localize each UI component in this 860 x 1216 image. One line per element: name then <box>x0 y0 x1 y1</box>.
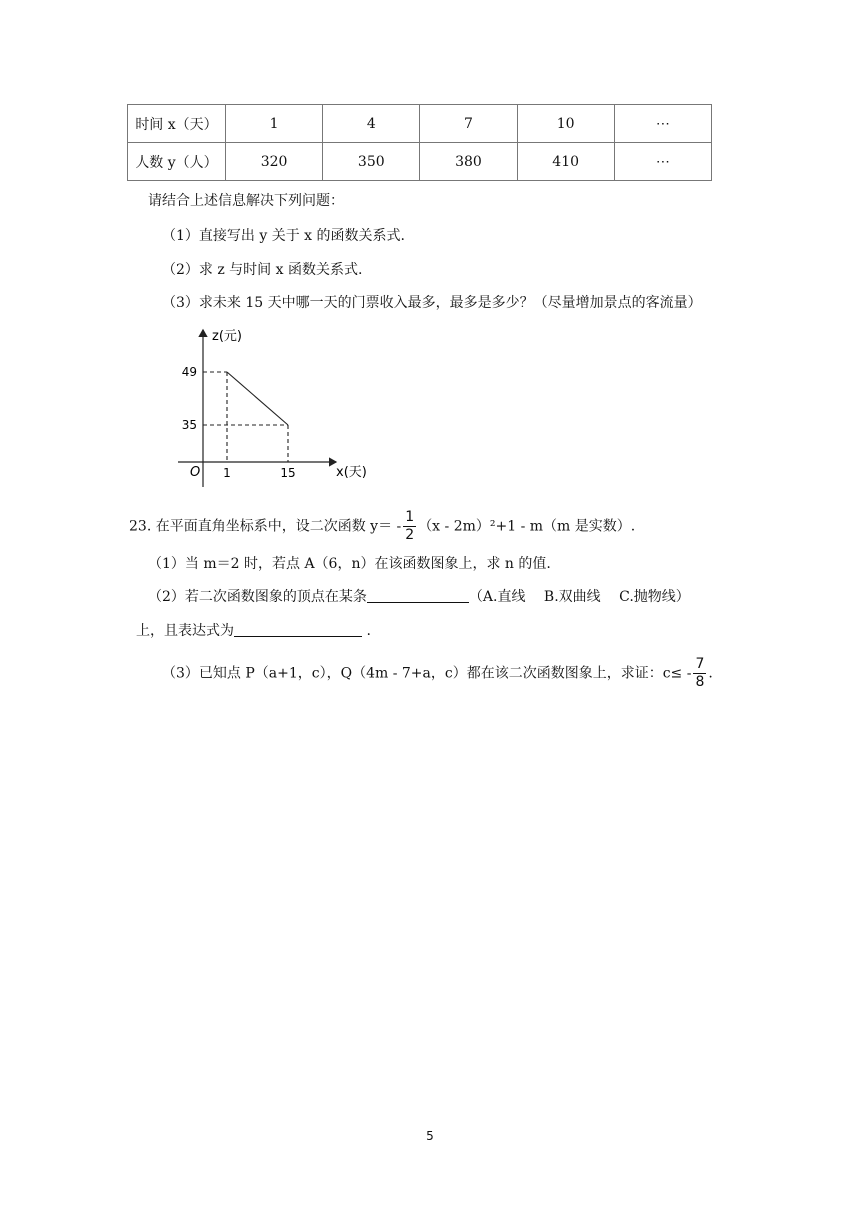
table-cell: 时间 x（天） <box>128 105 226 143</box>
y-tick-label: 49 <box>181 365 197 379</box>
problem-number: 23. <box>129 518 152 535</box>
table-cell: 410 <box>517 143 614 181</box>
fraction-seven-eighths <box>693 656 706 691</box>
answer-blank-1[interactable] <box>367 588 469 603</box>
fraction-half <box>403 509 416 544</box>
problem-23-part-1: （1）当 m＝2 时，若点 A（6，n）在该函数图象上，求 n 的值. <box>148 556 551 572</box>
table-cell: 1 <box>226 105 323 143</box>
table-cell: ⋯ <box>614 143 711 181</box>
part-3-text-b: . <box>708 665 713 682</box>
answer-blank-2[interactable] <box>234 622 362 637</box>
table-cell: 10 <box>517 105 614 143</box>
part-2-text-c: 上，且表达式为 <box>136 623 234 639</box>
table-cell: 4 <box>323 105 420 143</box>
y-axis-label: z(元) <box>212 329 242 344</box>
page-number: 5 <box>426 1129 434 1143</box>
table-cell: 350 <box>323 143 420 181</box>
table-cell: 7 <box>420 105 517 143</box>
problem-23-part-3 <box>162 656 713 691</box>
problem-23-stem <box>129 509 635 544</box>
fraction-numerator: 1 <box>405 509 415 525</box>
x-tick-label: 15 <box>280 466 296 480</box>
x-axis-label: x(天) <box>336 465 367 480</box>
part-2-options: （A.直线 B.双曲线 C.抛物线） <box>468 589 690 605</box>
table-row <box>128 143 712 181</box>
part-2-text-d: . <box>366 623 371 639</box>
table-cell: 380 <box>420 143 517 181</box>
fraction-numerator: 7 <box>695 656 705 672</box>
data-table <box>127 104 712 181</box>
problem-23-part-2 <box>148 586 690 606</box>
intro-text: 请结合上述信息解决下列问题： <box>148 193 344 209</box>
table-cell: 320 <box>226 143 323 181</box>
question-1: （1）直接写出 y 关于 x 的函数关系式. <box>162 228 405 244</box>
stem-text-a: 在平面直角坐标系中，设二次函数 y＝ - <box>155 518 402 535</box>
x-tick-label: 1 <box>223 466 231 480</box>
question-2: （2）求 z 与时间 x 函数关系式. <box>162 262 363 278</box>
origin-label: O <box>190 465 201 480</box>
y-tick-label: 35 <box>181 418 197 432</box>
price-graph <box>168 322 388 492</box>
stem-text-b: （x - 2m）²+1 - m（m 是实数）. <box>418 518 636 535</box>
table-row <box>128 105 712 143</box>
part-3-text-a: （3）已知点 P（a+1，c），Q（4m - 7+a，c）都在该二次函数图象上，求证：c≤ - <box>162 665 692 682</box>
part-2-text-a: （2）若二次函数图象的顶点在某条 <box>148 589 367 605</box>
problem-23-part-2-cont <box>136 620 371 640</box>
table-cell: ⋯ <box>614 105 711 143</box>
fraction-denominator: 8 <box>695 674 705 690</box>
price-segment <box>227 372 288 425</box>
question-3: （3）求未来 15 天中哪一天的门票收入最多，最多是多少？（尽量增加景点的客流量） <box>162 295 702 311</box>
fraction-denominator: 2 <box>405 527 415 543</box>
table-cell: 人数 y（人） <box>128 143 226 181</box>
